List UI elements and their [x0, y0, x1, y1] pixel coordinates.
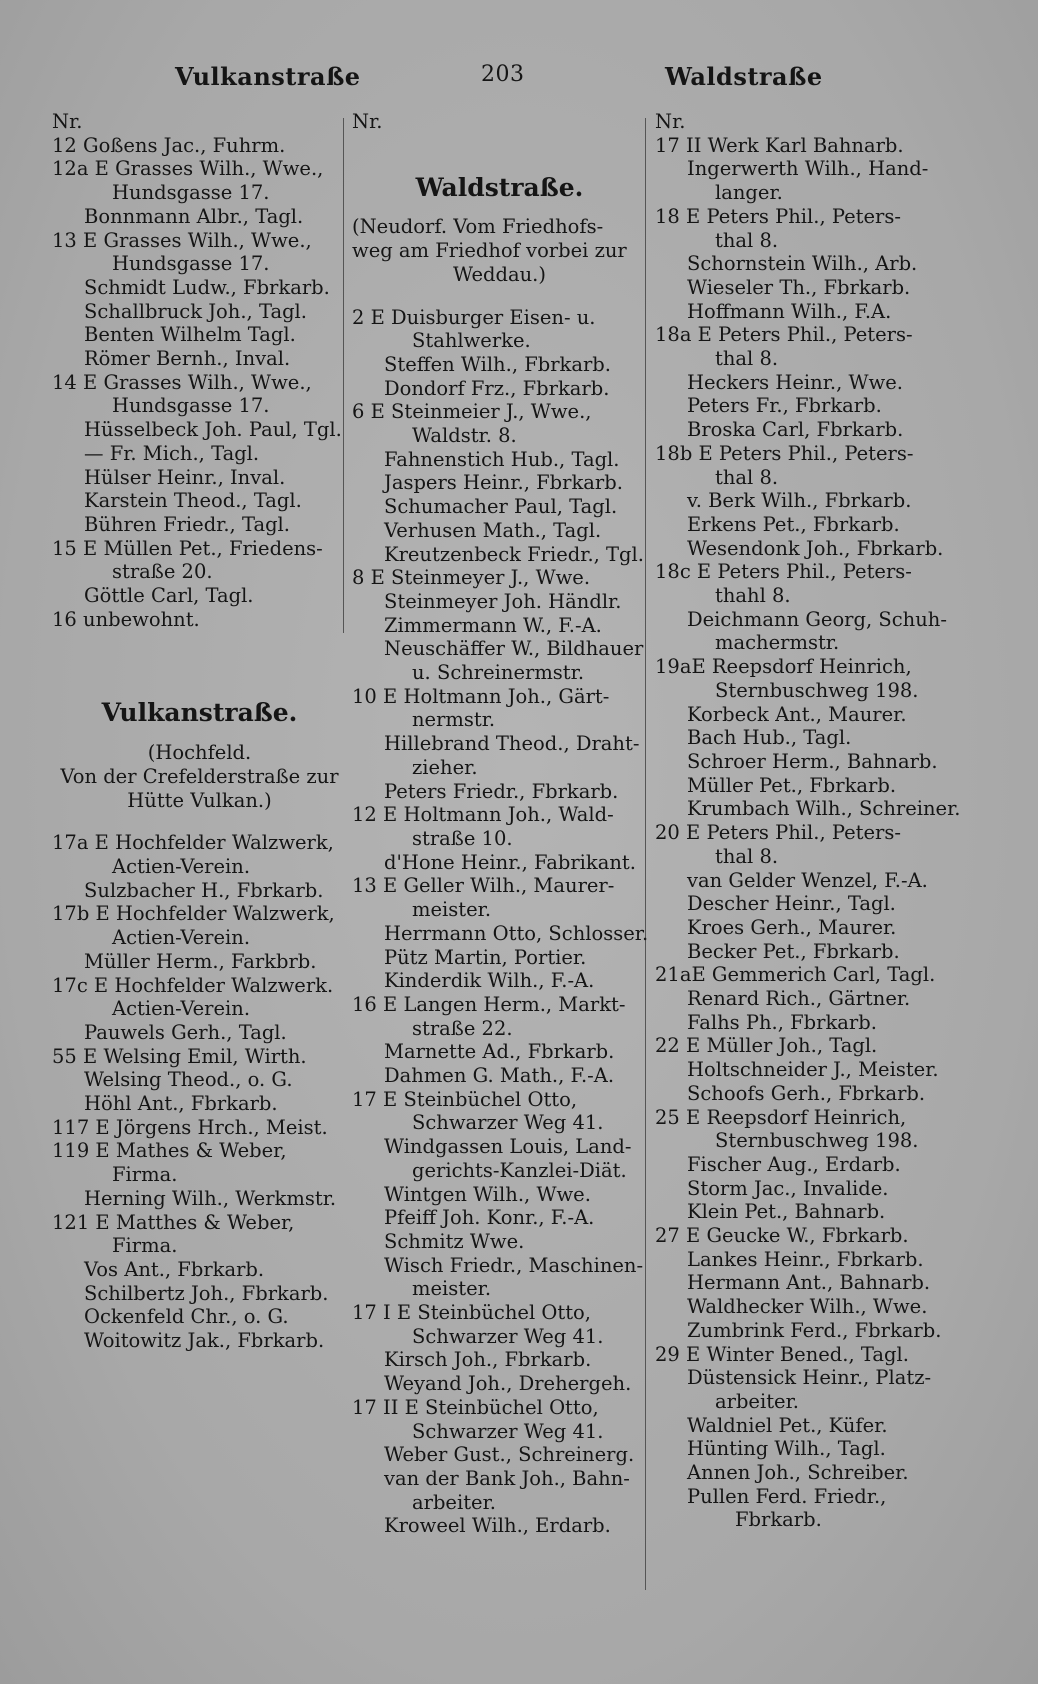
entry-line: meister.	[412, 898, 492, 922]
entry-line: Fbrkarb.	[735, 1508, 822, 1532]
entry-line: — Fr. Mich., Tagl.	[84, 441, 260, 465]
entry-line: Kreutzenbeck Friedr., Tgl.	[384, 542, 644, 566]
column-1	[52, 110, 347, 1353]
entry-line: Neuschäffer W., Bildhauer	[384, 637, 644, 661]
entry-line: Hoffmann Wilh., F.A.	[687, 299, 892, 323]
entry-line: thal 8.	[715, 844, 779, 868]
entry-line: Verhusen Math., Tagl.	[384, 518, 602, 542]
entry-line: Bonnmann Albr., Tagl.	[84, 204, 304, 228]
entry-line: 17 II E Steinbüchel Otto,	[352, 1395, 599, 1419]
entry-line: thal 8.	[715, 228, 779, 252]
entry-line: Firma.	[112, 1163, 178, 1187]
entry-line: Welsing Theod., o. G.	[84, 1068, 293, 1092]
entry-line: Becker Pet., Fbrkarb.	[687, 939, 900, 963]
entry-line: Lankes Heinr., Fbrkarb.	[687, 1247, 924, 1271]
entry-line: 12 Goßens Jac., Fuhrm.	[52, 133, 286, 157]
entry-line: Pauwels Gerh., Tagl.	[84, 1020, 287, 1044]
entry-line: Pütz Martin, Portier.	[384, 945, 587, 969]
entry-line: meister.	[412, 1277, 492, 1301]
entry-line: Heckers Heinr., Wwe.	[687, 370, 903, 394]
entry-line: 20 E Peters Phil., Peters-	[655, 821, 901, 845]
entry-line: Pullen Ferd. Friedr.,	[687, 1484, 887, 1508]
entry-line: Wisch Friedr., Maschinen-	[384, 1253, 644, 1277]
entry-line: Herning Wilh., Werkmstr.	[84, 1186, 337, 1210]
entry-line: Kirsch Joh., Fbrkarb.	[384, 1348, 592, 1372]
entry-line: 21aE Gemmerich Carl, Tagl.	[655, 963, 936, 987]
entry-line: Müller Pet., Fbrkarb.	[687, 773, 897, 797]
entry-line: thal 8.	[715, 347, 779, 371]
entry-line: Ockenfeld Chr., o. G.	[84, 1305, 289, 1329]
entry-line: Kroes Gerh., Maurer.	[687, 915, 897, 939]
entry-line: 17c E Hochfelder Walzwerk.	[52, 973, 334, 997]
entry-line: Hermann Ant., Bahnarb.	[687, 1271, 931, 1295]
entry-line: 17 II Werk Karl Bahnarb.	[655, 133, 904, 157]
entry-line: Pfeiff Joh. Konr., F.-A.	[384, 1206, 595, 1230]
street-heading-waldstrasse: Waldstraße.	[415, 172, 584, 202]
entry-line: Schwarzer Weg 41.	[412, 1419, 604, 1443]
entry-line: Steffen Wilh., Fbrkarb.	[384, 352, 611, 376]
entry-line: Düstensick Heinr., Platz-	[687, 1366, 932, 1390]
entry-line: Renard Rich., Gärtner.	[687, 987, 911, 1011]
entry-line: arbeiter.	[715, 1389, 799, 1413]
entry-line: Actien-Verein.	[112, 926, 251, 950]
entry-line: 18c E Peters Phil., Peters-	[655, 560, 912, 584]
entry-line: langer.	[715, 181, 783, 205]
entry-line: 6 E Steinmeier J., Wwe.,	[352, 400, 592, 424]
entry-line: 17 I E Steinbüchel Otto,	[352, 1301, 591, 1325]
entry-line: Hünting Wilh., Tagl.	[687, 1437, 886, 1461]
entry-line: Waldniel Pet., Küfer.	[687, 1413, 888, 1437]
entry-line: Römer Bernh., Inval.	[84, 347, 291, 371]
entry-line: Hüsselbeck Joh. Paul, Tgl.	[84, 418, 342, 442]
street-heading-vulkanstrasse: Vulkanstraße.	[101, 698, 298, 728]
entry-line: Schmitz Wwe.	[384, 1229, 525, 1253]
entry-line: Schilbertz Joh., Fbrkarb.	[84, 1281, 329, 1305]
entry-line: Fahnenstich Hub., Tagl.	[384, 447, 620, 471]
column-3	[655, 110, 961, 1532]
entry-line: Bach Hub., Tagl.	[687, 726, 852, 750]
entry-line: 15 E Müllen Pet., Friedens-	[52, 536, 323, 560]
entry-line: Ingerwerth Wilh., Hand-	[687, 157, 929, 181]
entry-line: 16 unbewohnt.	[52, 607, 200, 631]
entry-line: Bühren Friedr., Tagl.	[84, 512, 290, 536]
entry-line: Kinderdik Wilh., F.-A.	[384, 969, 595, 993]
entry-line: Steinmeyer Joh. Händlr.	[384, 589, 622, 613]
entry-line: Göttle Carl, Tagl.	[84, 584, 254, 608]
entry-line: Schoofs Gerh., Fbrkarb.	[687, 1081, 926, 1105]
entry-line: Wesendonk Joh., Fbrkarb.	[687, 536, 944, 560]
entry-line: u. Schreinermstr.	[412, 661, 585, 685]
entry-line: Waldstr. 8.	[412, 424, 517, 448]
entry-line: Broska Carl, Fbrkarb.	[687, 418, 904, 442]
entry-line: Hülser Heinr., Inval.	[84, 465, 286, 489]
entry-line: 8 E Steinmeyer J., Wwe.	[352, 566, 591, 590]
entry-line: Schwarzer Weg 41.	[412, 1111, 604, 1135]
entry-line: Schumacher Paul, Tagl.	[384, 495, 618, 519]
entry-line: straße 20.	[112, 560, 213, 584]
entry-line: Actien-Verein.	[112, 854, 251, 878]
street-description: Weddau.)	[453, 262, 546, 286]
column-label: Nr.	[352, 110, 383, 133]
page-number: 203	[481, 62, 525, 87]
entry-line: 2 E Duisburger Eisen- u.	[352, 305, 596, 329]
street-description: weg am Friedhof vorbei zur	[352, 239, 627, 263]
entry-line: d'Hone Heinr., Fabrikant.	[384, 850, 636, 874]
entry-line: Deichmann Georg, Schuh-	[687, 607, 947, 631]
entry-line: Schornstein Wilh., Arb.	[687, 252, 918, 276]
entry-line: Firma.	[112, 1234, 178, 1258]
entry-line: Hundsgasse 17.	[112, 252, 270, 276]
entry-line: 17 E Steinbüchel Otto,	[352, 1087, 578, 1111]
entry-line: v. Berk Wilh., Fbrkarb.	[687, 489, 912, 513]
entry-line: 13 E Geller Wilh., Maurer-	[352, 874, 615, 898]
entry-line: 12a E Grasses Wilh., Wwe.,	[52, 157, 324, 181]
entry-line: 10 E Holtmann Joh., Gärt-	[352, 684, 610, 708]
entry-line: 18 E Peters Phil., Peters-	[655, 204, 901, 228]
entry-line: Dondorf Frz., Fbrkarb.	[384, 376, 610, 400]
entry-line: Jaspers Heinr., Fbrkarb.	[384, 471, 623, 495]
column-2	[352, 110, 647, 1538]
entry-line: Storm Jac., Invalide.	[687, 1176, 889, 1200]
entry-line: Fischer Aug., Erdarb.	[687, 1152, 901, 1176]
entry-line: nermstr.	[412, 708, 496, 732]
entry-line: 18b E Peters Phil., Peters-	[655, 441, 914, 465]
entry-line: Wintgen Wilh., Wwe.	[384, 1182, 591, 1206]
entry-line: Schallbruck Joh., Tagl.	[84, 299, 307, 323]
entry-line: 16 E Langen Herm., Markt-	[352, 992, 626, 1016]
entry-line: Schmidt Ludw., Fbrkarb.	[84, 275, 330, 299]
entry-line: Sternbuschweg 198.	[715, 678, 919, 702]
street-description: (Neudorf. Vom Friedhofs-	[352, 215, 604, 239]
entry-line: Waldhecker Wilh., Wwe.	[687, 1295, 928, 1319]
entry-line: Falhs Ph., Fbrkarb.	[687, 1010, 877, 1034]
entry-line: Actien-Verein.	[112, 997, 251, 1021]
entry-line: Zimmermann W., F.-A.	[384, 613, 602, 637]
entry-line: straße 10.	[412, 826, 513, 850]
entry-line: Krumbach Wilh., Schreiner.	[687, 797, 961, 821]
entry-line: 12 E Holtmann Joh., Wald-	[352, 803, 614, 827]
entry-line: 121 E Matthes & Weber,	[52, 1210, 295, 1234]
running-header-right: Waldstraße	[665, 62, 823, 91]
entry-line: 18a E Peters Phil., Peters-	[655, 323, 913, 347]
entry-line: Hillebrand Theod., Draht-	[384, 732, 640, 756]
entry-line: Korbeck Ant., Maurer.	[687, 702, 907, 726]
entry-line: 17a E Hochfelder Walzwerk,	[52, 831, 334, 855]
entry-line: Höhl Ant., Fbrkarb.	[84, 1092, 278, 1116]
entry-line: Sulzbacher H., Fbrkarb.	[84, 878, 324, 902]
entry-line: 119 E Mathes & Weber,	[52, 1139, 287, 1163]
street-description: Von der Crefelderstraße zur	[60, 764, 339, 788]
entry-line: arbeiter.	[412, 1490, 496, 1514]
entry-line: 13 E Grasses Wilh., Wwe.,	[52, 228, 312, 252]
entry-line: Kroweel Wilh., Erdarb.	[384, 1514, 611, 1538]
entry-line: van Gelder Wenzel, F.-A.	[687, 868, 928, 892]
entry-line: 22 E Müller Joh., Tagl.	[655, 1034, 878, 1058]
entry-line: machermstr.	[715, 631, 840, 655]
column-label: Nr.	[655, 110, 686, 133]
street-description: (Hochfeld.	[147, 741, 252, 765]
entry-line: Schwarzer Weg 41.	[412, 1324, 604, 1348]
entry-line: Hundsgasse 17.	[112, 181, 270, 205]
entry-line: 27 E Geucke W., Fbrkarb.	[655, 1224, 909, 1248]
entry-line: straße 22.	[412, 1016, 513, 1040]
entry-line: Erkens Pet., Fbrkarb.	[687, 512, 900, 536]
entry-line: Karstein Theod., Tagl.	[84, 489, 302, 513]
entry-line: Wieseler Th., Fbrkarb.	[687, 275, 911, 299]
entry-line: 29 E Winter Bened., Tagl.	[655, 1342, 909, 1366]
entry-line: Benten Wilhelm Tagl.	[84, 323, 296, 347]
entry-line: Annen Joh., Schreiber.	[687, 1461, 909, 1485]
entry-line: Klein Pet., Bahnarb.	[687, 1200, 886, 1224]
entry-line: zieher.	[412, 755, 478, 779]
entry-line: thal 8.	[715, 465, 779, 489]
entry-line: Schroer Herm., Bahnarb.	[687, 749, 938, 773]
entry-line: 25 E Reepsdorf Heinrich,	[655, 1105, 907, 1129]
entry-line: 55 E Welsing Emil, Wirth.	[52, 1044, 307, 1068]
entry-line: 14 E Grasses Wilh., Wwe.,	[52, 370, 312, 394]
entry-line: gerichts-Kanzlei-Diät.	[412, 1158, 627, 1182]
running-header-left: Vulkanstraße	[175, 62, 361, 91]
entry-line: Weber Gust., Schreinerg.	[384, 1443, 635, 1467]
entry-line: Woitowitz Jak., Fbrkarb.	[84, 1329, 325, 1353]
entry-line: thahl 8.	[715, 584, 791, 608]
entry-line: Hundsgasse 17.	[112, 394, 270, 418]
entry-line: 117 E Jörgens Hrch., Meist.	[52, 1115, 328, 1139]
entry-line: Descher Heinr., Tagl.	[687, 892, 896, 916]
entry-line: 19aE Reepsdorf Heinrich,	[655, 655, 912, 679]
entry-line: Weyand Joh., Drehergeh.	[384, 1372, 632, 1396]
entry-line: Vos Ant., Fbrkarb.	[84, 1257, 265, 1281]
column-label: Nr.	[52, 110, 83, 133]
entry-line: Herrmann Otto, Schlosser.	[384, 921, 649, 945]
entry-line: Peters Friedr., Fbrkarb.	[384, 779, 619, 803]
entry-line: Holtschneider J., Meister.	[687, 1058, 939, 1082]
entry-line: Marnette Ad., Fbrkarb.	[384, 1040, 615, 1064]
entry-line: Dahmen G. Math., F.-A.	[384, 1064, 615, 1088]
entry-line: Müller Herm., Farkbrb.	[84, 949, 317, 973]
entry-line: Peters Fr., Fbrkarb.	[687, 394, 882, 418]
street-description: Hütte Vulkan.)	[127, 788, 272, 812]
entry-line: Sternbuschweg 198.	[715, 1129, 919, 1153]
entry-line: Stahlwerke.	[412, 329, 531, 353]
entry-line: Zumbrink Ferd., Fbrkarb.	[687, 1318, 942, 1342]
entry-line: 17b E Hochfelder Walzwerk,	[52, 902, 335, 926]
entry-line: Windgassen Louis, Land-	[384, 1135, 632, 1159]
entry-line: van der Bank Joh., Bahn-	[384, 1466, 630, 1490]
